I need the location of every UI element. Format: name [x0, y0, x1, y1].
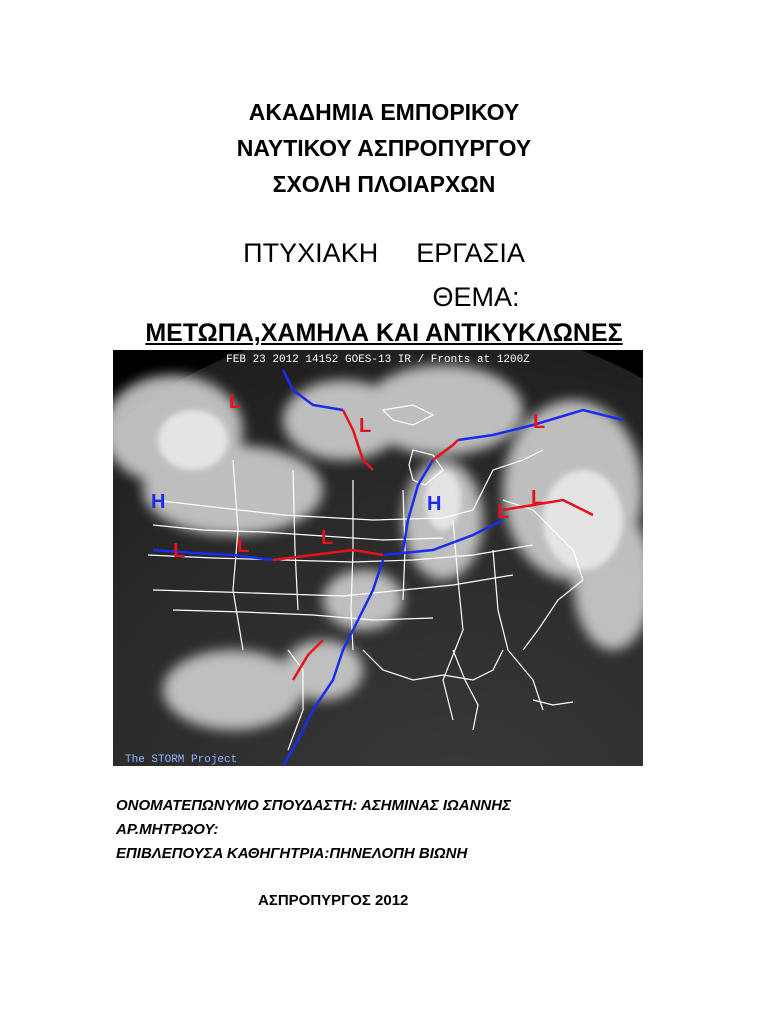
satellite-image-credit: The STORM Project [125, 754, 238, 766]
place-year: ΑΣΠΡΟΠΥΡΓΟΣ 2012 [258, 892, 409, 909]
low-pressure-mark-5: L [321, 527, 334, 549]
institution-line-2: ΝΑΥΤΙΚΟΥ ΑΣΠΡΟΠΥΡΓΟΥ [236, 135, 532, 161]
student-name: ΟΝΟΜΑΤΕΠΩΝΥΜΟ ΣΠΟΥΔΑΣΤΗ: ΑΣΗΜΙΝΑΣ ΙΩΑΝΝΗΣ [116, 797, 511, 814]
subject-label: ΘΕΜΑ: [432, 282, 520, 312]
low-pressure-mark-1: L [229, 391, 242, 413]
institution-line-3: ΣΧΟΛΗ ΠΛΟΙΑΡΧΩΝ [272, 171, 496, 197]
low-pressure-mark-3: L [173, 540, 186, 562]
high-pressure-mark-1: H [151, 491, 166, 513]
student-info-block [116, 794, 511, 866]
low-pressure-mark-6: L [497, 501, 510, 523]
subject-title: ΜΕΤΩΠΑ,ΧΑΜΗΛΑ ΚΑΙ ΑΝΤΙΚΥΚΛΩΝΕΣ [145, 319, 623, 347]
thesis-heading [0, 234, 768, 272]
satellite-image-header: FEB 23 2012 14152 GOES-13 IR / Fronts at 1200Z [226, 354, 530, 366]
supervisor: ΕΠΙΒΛΕΠΟΥΣΑ ΚΑΘΗΓΗΤΡΙΑ:ΠΗΝΕΛΟΠΗ ΒΙΩΝΗ [116, 845, 468, 862]
low-pressure-mark-7: L [531, 487, 544, 509]
low-pressure-mark-2: L [359, 415, 372, 437]
institution-line-1: ΑΚΑΔΗΜΙΑ ΕΜΠΟΡΙΚΟΥ [248, 99, 520, 125]
high-pressure-mark-2: H [427, 493, 442, 515]
low-pressure-mark-4: L [237, 535, 250, 557]
thesis-word-2: ΕΡΓΑΣΙΑ [416, 238, 525, 268]
low-pressure-mark-8: L [533, 411, 546, 433]
registry-number: ΑΡ.ΜΗΤΡΩΟΥ: [116, 821, 219, 838]
thesis-word-1: ΠΤΥΧΙΑΚΗ [243, 238, 379, 268]
institution-block [0, 94, 768, 202]
satellite-weather-image [113, 350, 643, 766]
